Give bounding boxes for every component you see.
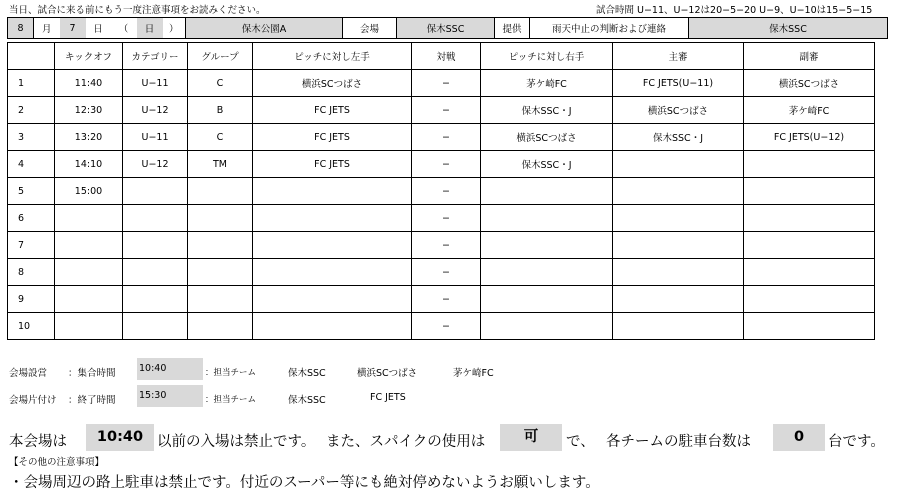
vs-mark: −	[412, 313, 481, 340]
right-team: 茅ケ崎FC	[481, 70, 613, 97]
rule-text-spike: また、スパイクの使用は	[326, 434, 486, 450]
setup-time: 10:40	[137, 358, 203, 380]
right-team	[481, 178, 613, 205]
left-team	[253, 313, 412, 340]
category	[123, 286, 188, 313]
schedule-table	[7, 42, 875, 340]
assistant-referee	[744, 259, 875, 286]
month-value: 8	[8, 18, 34, 39]
parking-box: 0	[773, 424, 825, 451]
venue-label: 会場	[343, 18, 397, 39]
assistant-referee	[744, 205, 875, 232]
row-no: 4	[8, 151, 55, 178]
assistant-referee: 横浜SCつばさ	[744, 70, 875, 97]
kickoff-time	[55, 286, 123, 313]
entry-time-box: 10:40	[86, 424, 154, 451]
setup-team-1: 保木SSC	[288, 368, 326, 379]
left-team: FC JETS	[253, 97, 412, 124]
header-assistant: 副審	[744, 43, 875, 70]
rule-text-de: で、	[566, 434, 595, 450]
row-no: 5	[8, 178, 55, 205]
rain-contact-team: 保木SSC	[689, 18, 888, 39]
rule-text-entry: 以前の入場は禁止です。	[157, 434, 316, 450]
left-team	[253, 286, 412, 313]
header-vs: 対戦	[412, 43, 481, 70]
assistant-referee	[744, 178, 875, 205]
referee	[613, 286, 744, 313]
header-category: カテゴリー	[123, 43, 188, 70]
referee: 保木SSC・J	[613, 124, 744, 151]
setup-team-3: 茅ケ崎FC	[453, 368, 494, 379]
table-row	[8, 70, 875, 97]
vs-mark: −	[412, 205, 481, 232]
assistant-referee	[744, 151, 875, 178]
row-no: 1	[8, 70, 55, 97]
referee	[613, 205, 744, 232]
vs-mark: −	[412, 97, 481, 124]
rule-prefix: 本会場は	[9, 434, 67, 450]
setup-label: 会場設営	[9, 368, 48, 379]
kickoff-time: 15:00	[55, 178, 123, 205]
group	[188, 232, 253, 259]
referee	[613, 232, 744, 259]
cleanup-team-2: FC JETS	[370, 392, 406, 403]
table-row	[8, 178, 875, 205]
header-group: グループ	[188, 43, 253, 70]
category: U−11	[123, 124, 188, 151]
vs-mark: −	[412, 232, 481, 259]
cleanup-time-label: ：終了時間	[68, 395, 116, 406]
left-team	[253, 178, 412, 205]
row-no: 3	[8, 124, 55, 151]
other-note-parking: ・会場周辺の路上駐車は禁止です。付近のスーパー等にも絶対停めないようお願いします。	[9, 475, 600, 491]
right-team	[481, 286, 613, 313]
match-time-note: 試合時間 U−11、U−12は20−5−20 U−9、U−10は15−5−15	[596, 5, 873, 16]
table-row	[8, 97, 875, 124]
paren-open: （	[111, 18, 137, 39]
setup-team-label: ：担当チーム	[205, 368, 257, 378]
setup-team-2: 横浜SCつばさ	[357, 368, 418, 379]
group	[188, 178, 253, 205]
kickoff-time: 11:40	[55, 70, 123, 97]
rule-text-parking: 各チームの駐車台数は	[606, 434, 751, 450]
kickoff-time	[55, 205, 123, 232]
category: U−11	[123, 70, 188, 97]
category	[123, 313, 188, 340]
group: C	[188, 124, 253, 151]
cleanup-team-label: ：担当チーム	[205, 395, 257, 405]
table-row	[8, 205, 875, 232]
group: C	[188, 70, 253, 97]
right-team	[481, 259, 613, 286]
row-no: 10	[8, 313, 55, 340]
kickoff-time	[55, 259, 123, 286]
referee	[613, 178, 744, 205]
vs-mark: −	[412, 151, 481, 178]
rain-contact-label: 雨天中止の判断および連絡	[530, 18, 689, 39]
month-label: 月	[34, 18, 60, 39]
left-team: FC JETS	[253, 124, 412, 151]
assistant-referee: 茅ケ崎FC	[744, 97, 875, 124]
other-notes-label: 【その他の注意事項】	[9, 457, 105, 468]
group	[188, 313, 253, 340]
table-header-row	[8, 43, 875, 70]
group	[188, 205, 253, 232]
kickoff-time	[55, 232, 123, 259]
vs-mark: −	[412, 259, 481, 286]
assistant-referee	[744, 232, 875, 259]
right-team: 横浜SCつばさ	[481, 124, 613, 151]
category	[123, 205, 188, 232]
paren-close: ）	[163, 18, 186, 39]
day-label: 日	[86, 18, 111, 39]
assistant-referee	[744, 286, 875, 313]
left-team	[253, 205, 412, 232]
table-row	[8, 151, 875, 178]
vs-mark: −	[412, 70, 481, 97]
host-team: 保木SSC	[397, 18, 495, 39]
table-row	[8, 232, 875, 259]
right-team	[481, 313, 613, 340]
row-no: 7	[8, 232, 55, 259]
right-team: 保木SSC・J	[481, 151, 613, 178]
header-left-team: ピッチに対し左手	[253, 43, 412, 70]
kickoff-time: 13:20	[55, 124, 123, 151]
pre-match-notice: 当日、試合に来る前にもう一度注意事項をお読みください。	[9, 5, 266, 16]
right-team: 保木SSC・J	[481, 97, 613, 124]
left-team: FC JETS	[253, 151, 412, 178]
category	[123, 232, 188, 259]
category: U−12	[123, 97, 188, 124]
referee	[613, 313, 744, 340]
right-team	[481, 205, 613, 232]
weekday-value: 日	[137, 18, 163, 39]
group: TM	[188, 151, 253, 178]
assistant-referee: FC JETS(U−12)	[744, 124, 875, 151]
header-referee: 主審	[613, 43, 744, 70]
vs-mark: −	[412, 286, 481, 313]
right-team	[481, 232, 613, 259]
group	[188, 259, 253, 286]
category: U−12	[123, 151, 188, 178]
category	[123, 178, 188, 205]
header-kickoff: キックオフ	[55, 43, 123, 70]
cleanup-label: 会場片付け	[9, 395, 57, 406]
kickoff-time	[55, 313, 123, 340]
kickoff-time: 14:10	[55, 151, 123, 178]
left-team	[253, 259, 412, 286]
header-right-team: ピッチに対し右手	[481, 43, 613, 70]
referee	[613, 151, 744, 178]
table-row	[8, 259, 875, 286]
referee: 横浜SCつばさ	[613, 97, 744, 124]
header-no	[8, 43, 55, 70]
vs-mark: −	[412, 178, 481, 205]
rule-text-units: 台です。	[828, 434, 885, 450]
group: B	[188, 97, 253, 124]
venue-name: 保木公園A	[186, 18, 343, 39]
table-row	[8, 124, 875, 151]
setup-time-label: ：集合時間	[68, 368, 116, 379]
cleanup-time: 15:30	[137, 385, 203, 407]
row-no: 8	[8, 259, 55, 286]
row-no: 6	[8, 205, 55, 232]
assistant-referee	[744, 313, 875, 340]
referee	[613, 259, 744, 286]
table-row	[8, 286, 875, 313]
day-value: 7	[60, 18, 86, 39]
table-row	[8, 313, 875, 340]
group	[188, 286, 253, 313]
left-team	[253, 232, 412, 259]
cleanup-team-1: 保木SSC	[288, 395, 326, 406]
row-no: 9	[8, 286, 55, 313]
category	[123, 259, 188, 286]
spike-box: 可	[500, 424, 562, 451]
provider-label: 提供	[495, 18, 530, 39]
row-no: 2	[8, 97, 55, 124]
info-row	[7, 17, 888, 39]
referee: FC JETS(U−11)	[613, 70, 744, 97]
kickoff-time: 12:30	[55, 97, 123, 124]
left-team: 横浜SCつばさ	[253, 70, 412, 97]
vs-mark: −	[412, 124, 481, 151]
